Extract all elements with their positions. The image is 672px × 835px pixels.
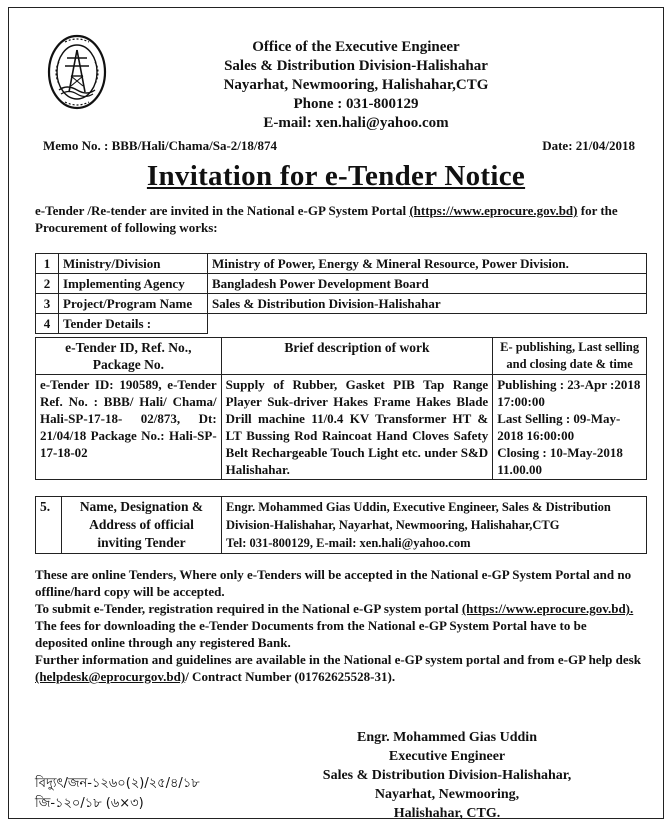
info-row-value: Sales & Distribution Division-Halishahar	[208, 294, 647, 314]
memo-row	[43, 138, 635, 154]
signatory-name: Engr. Mohammed Gias Uddin	[357, 730, 537, 745]
note-online-tenders: These are online Tenders, Where only e-Tenders will be accepted in the National e-GP System Portal and no offline/hard copy will be accepted.	[35, 567, 632, 599]
tender-details-table	[35, 337, 647, 480]
page-title: Invitation for e-Tender Notice	[146, 160, 526, 192]
last-selling-date: Last Selling : 09-May-2018 16:00:00	[497, 411, 621, 443]
info-row-label: Implementing Agency	[59, 274, 208, 294]
office-heading	[9, 38, 663, 133]
info-row-label: Ministry/Division	[59, 254, 208, 274]
intro-text-before: e-Tender /Re-tender are invited in the National e-GP System Portal	[35, 203, 410, 218]
office-address: Nayarhat, Newmooring, Halishahar,CTG	[223, 77, 489, 93]
intro-paragraph	[35, 202, 641, 236]
eprocure-link[interactable]: (https://www.eprocure.gov.bd).	[461, 601, 634, 616]
official-table	[35, 496, 647, 554]
note-further-info-text: Further information and guidelines are available in the National e-GP system portal and from e-GP help desk	[35, 652, 641, 667]
reference-numbers	[35, 774, 200, 814]
tender-notice-page	[8, 7, 664, 819]
publishing-date: Publishing : 23-Apr :2018 17:00:00	[497, 377, 641, 409]
tender-dates-cell	[493, 375, 647, 480]
info-row	[36, 274, 647, 294]
header-description: Brief description of work	[221, 338, 493, 375]
note-registration-text: To submit e-Tender, registration required in the National e-GP system portal	[35, 601, 462, 616]
tender-id-cell: e-Tender ID: 190589, e-Tender Ref. No. : BBB/ Hali/ Chama/ Hali-SP-17-18- 02/873, Dt: 21/04/18 Package No.: Hali-SP-17-18-02	[36, 375, 222, 480]
tender-description-cell: Supply of Rubber, Gasket PIB Tap Range Player Suk-driver Hakes Frame Hakes Blade Drill machine 11/0.4 KV Transformer HT & LT Bussing Rod Raincoat Hand Cloves Safety Belt Rechargeable Touch Light etc. under S&D Halishahar.	[221, 375, 493, 480]
signatory-designation: Executive Engineer	[388, 749, 506, 764]
header	[9, 8, 663, 130]
reference-line-1: বিদ্যুৎ/জন-১২৬০(২)/২৫/৪/১৮	[35, 776, 200, 791]
office-phone: Phone : 031-800129	[293, 96, 419, 112]
info-row	[36, 254, 647, 274]
signatory-division: Sales & Distribution Division-Halishahar,	[322, 768, 572, 783]
info-row-number: 4	[36, 314, 59, 334]
helpdesk-link[interactable]: (helpdesk@eprocurgov.bd)	[35, 669, 186, 684]
intro-text-after: for the Procurement of following works:	[35, 203, 618, 235]
official-contact: Tel: 031-800129, E-mail: xen.hali@yahoo.com	[226, 536, 471, 550]
note-contact-number: / Contract Number (01762625528-31).	[185, 669, 396, 684]
info-row-number: 2	[36, 274, 59, 294]
signatory-address-line2: Halishahar, CTG.	[393, 806, 501, 821]
signature-block	[297, 728, 597, 823]
info-row-label: Tender Details :	[59, 314, 208, 334]
signatory-address-line1: Nayarhat, Newmooring,	[374, 787, 520, 802]
office-name: Office of the Executive Engineer	[252, 39, 460, 55]
header-tender-id: e-Tender ID, Ref. No., Package No.	[36, 338, 222, 375]
official-details	[222, 497, 647, 554]
tender-header-row	[36, 338, 647, 375]
portal-link[interactable]: (https://www.eprocure.gov.bd)	[409, 203, 578, 218]
note-further-info	[35, 651, 641, 685]
info-row-number: 1	[36, 254, 59, 274]
table-row	[36, 375, 647, 480]
info-row-number: 3	[36, 294, 59, 314]
office-email: E-mail: xen.hali@yahoo.com	[263, 115, 449, 131]
official-label: Name, Designation & Address of official inviting Tender	[62, 497, 222, 554]
official-name-address: Engr. Mohammed Gias Uddin, Executive Engineer, Sales & Distribution Division-Halishahar, Nayarhat, Newmooring, Halishahar,CTG	[226, 500, 611, 532]
info-row	[36, 294, 647, 314]
note-registration	[35, 600, 641, 617]
official-row-number: 5.	[36, 497, 62, 554]
info-row-value	[208, 314, 647, 334]
official-row	[36, 497, 647, 554]
division-name: Sales & Distribution Division-Halishahar	[224, 58, 488, 74]
reference-line-2: জি-১২০/১৮ (৬×৩)	[35, 796, 144, 811]
note-fees: The fees for downloading the e-Tender Documents from the National e-GP System Portal have to be deposited online through any registered Bank.	[35, 618, 587, 650]
header-dates: E- publishing, Last selling and closing date & time	[493, 338, 647, 375]
info-row	[36, 314, 647, 334]
procurement-info-table	[35, 253, 647, 334]
memo-number: Memo No. : BBB/Hali/Chama/Sa-2/18/874	[43, 138, 277, 153]
info-row-value: Bangladesh Power Development Board	[208, 274, 647, 294]
notes-section	[35, 566, 641, 685]
closing-date: Closing : 10-May-2018 11.00.00	[497, 445, 623, 477]
memo-date: Date: 21/04/2018	[542, 138, 635, 153]
info-row-value: Ministry of Power, Energy & Mineral Resource, Power Division.	[208, 254, 647, 274]
info-row-label: Project/Program Name	[59, 294, 208, 314]
